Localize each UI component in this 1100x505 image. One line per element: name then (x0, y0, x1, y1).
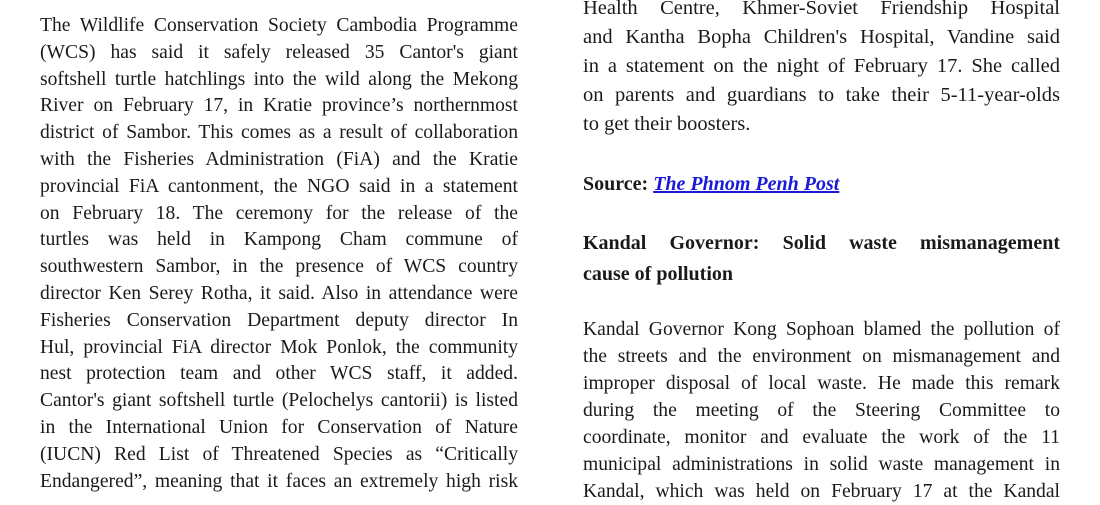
body-text-line: Fisheries Conservation Department deputy director In (40, 309, 518, 331)
body-text-line: turtles was held in Kampong Cham commune of (40, 229, 518, 251)
heading-line: Kandal Governor: Solid waste mismanagement (583, 232, 1060, 254)
heading-line: cause of pollution (583, 263, 734, 285)
body-text-line: Kandal, which was held on February 17 at the Kandal (583, 481, 1060, 502)
body-text-line: coordinate, monitor and evaluate the work of the 11 (583, 427, 1060, 448)
body-text-line: nest protection team and other WCS staff, it added. (40, 363, 518, 385)
body-text-line: in a statement on the night of February 17. She called (583, 55, 1060, 77)
body-text-line: and Kantha Bopha Children's Hospital, Vandine said (583, 26, 1060, 48)
body-text-line: improper disposal of local waste. He made this remark (583, 373, 1060, 394)
body-text-line: (IUCN) Red List of Threatened Species as “Critically (40, 443, 518, 465)
body-text-line: director Ken Serey Rotha, it said. Also in attendance were (40, 282, 518, 304)
body-text-line: Cantor's giant softshell turtle (Pelochelys cantorii) is listed (40, 390, 518, 412)
body-text-line: during the meeting of the Steering Committee to (583, 400, 1060, 421)
body-text-line: on parents and guardians to take their 5-11-year-olds (583, 84, 1060, 106)
source-link[interactable]: The Phnom Penh Post (653, 173, 840, 195)
body-text-line: with the Fisheries Administration (FiA) and the Kratie (40, 148, 518, 170)
article-booster-paragraph (583, 0, 1060, 139)
body-text-line: on February 18. The ceremony for the release of the (40, 202, 518, 224)
body-text-line: district of Sambor. This comes as a result of collaboration (40, 122, 518, 144)
body-text-line: southwestern Sambor, in the presence of WCS country (40, 256, 518, 278)
body-text-line: Kandal Governor Kong Sophoan blamed the pollution of (583, 319, 1060, 340)
body-text-line: the streets and the environment on mismanagement and (583, 346, 1060, 367)
body-text-line: The Wildlife Conservation Society Cambodia Programme (40, 15, 518, 36)
source-credit (583, 170, 1060, 198)
body-text-line: provincial FiA cantonment, the NGO said in a statement (40, 175, 518, 197)
body-text-line: municipal administrations in solid waste management in (583, 454, 1060, 475)
article-heading (583, 228, 1060, 290)
body-text-line: Hul, provincial FiA director Mok Ponlok, the community (40, 336, 518, 358)
article-kandal-waste-paragraph (583, 316, 1060, 505)
body-text-line: Health Centre, Khmer-Soviet Friendship Hospital (583, 0, 1060, 19)
body-text-line: to get their boosters. (583, 113, 751, 135)
body-text-line: softshell turtle hatchlings into the wild along the Mekong (40, 68, 518, 90)
article-wcs-turtle-release (40, 13, 518, 495)
body-text-line: in the International Union for Conservation of Nature (40, 416, 518, 438)
body-text-line: (WCS) has said it safely released 35 Cantor's giant (40, 41, 518, 63)
source-label: Source: (583, 173, 649, 195)
body-text-line: River on February 17, in Kratie province’s northernmost (40, 95, 518, 117)
body-text-line: Endangered”, meaning that it faces an extremely high risk (40, 470, 518, 492)
